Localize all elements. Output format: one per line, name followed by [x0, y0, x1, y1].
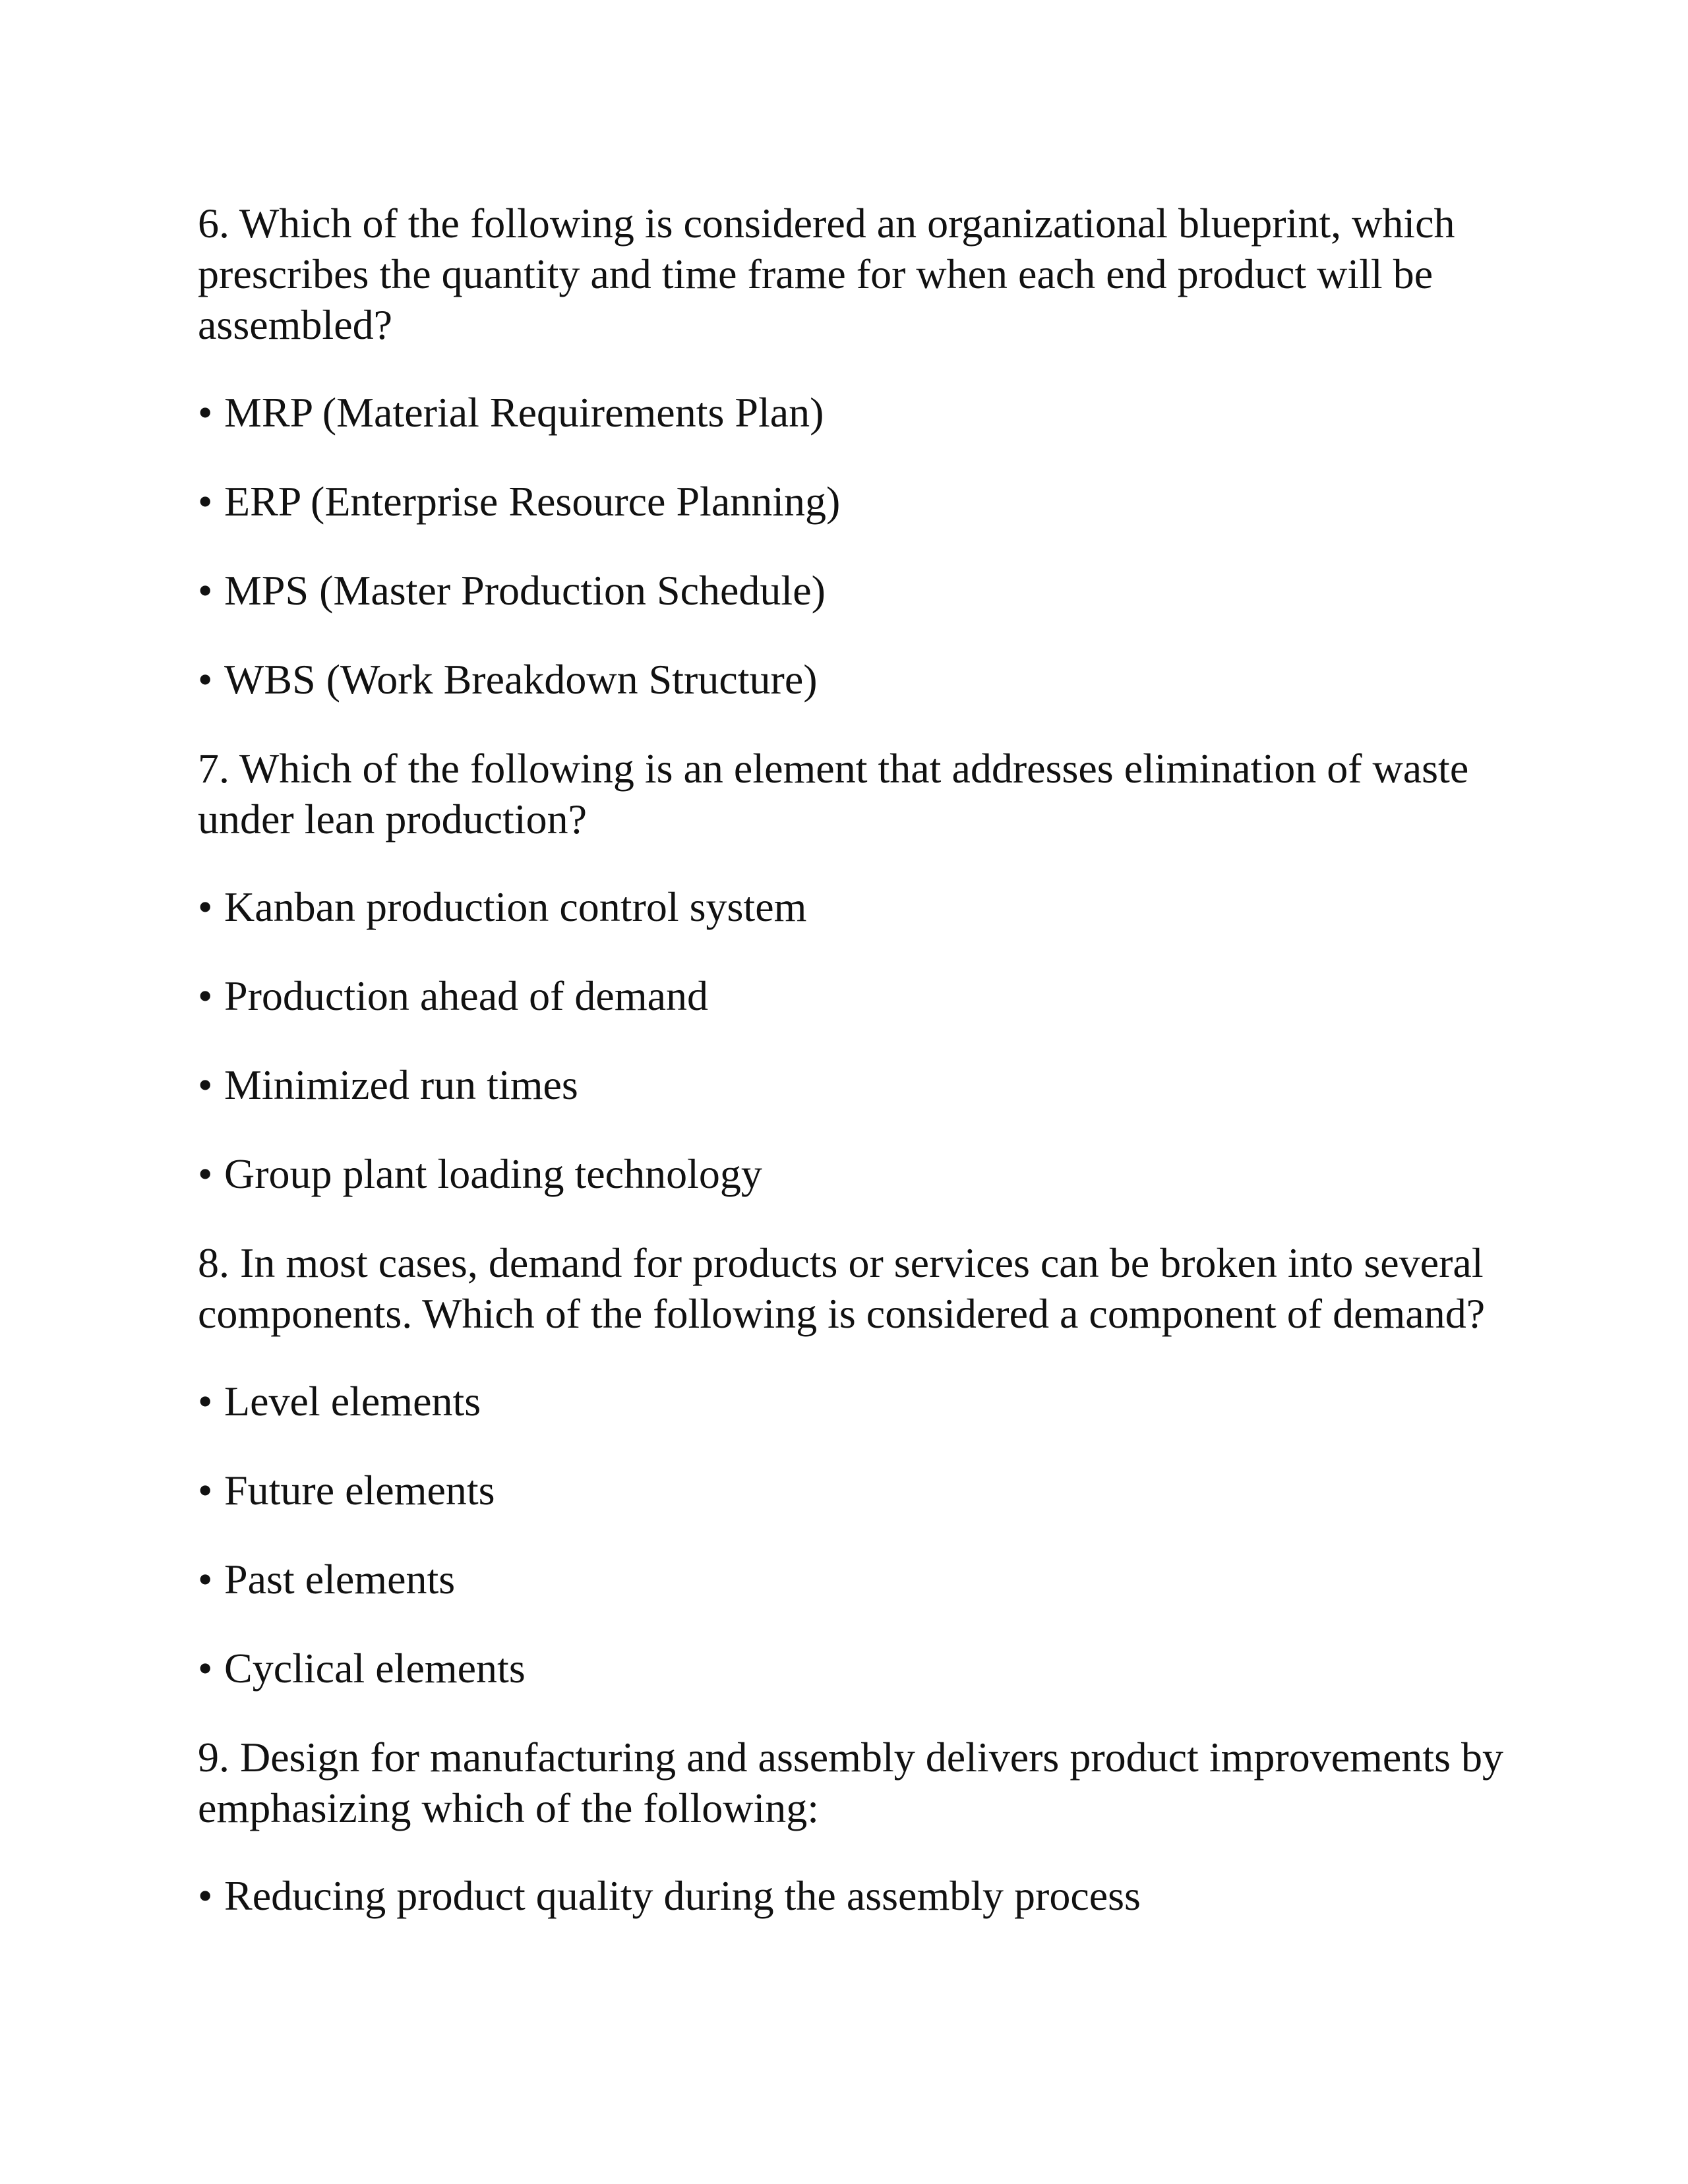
question-7-text: 7. Which of the following is an element that addresses elimination of waste under lean production?	[198, 745, 1469, 842]
question-8-option-3	[198, 1554, 1503, 1605]
question-8-option-1	[198, 1376, 1503, 1427]
bullet: •	[198, 1150, 213, 1197]
bullet: •	[198, 1556, 213, 1603]
bullet: •	[198, 656, 213, 703]
option-label: ERP (Enterprise Resource Planning)	[224, 478, 841, 525]
option-label: Future elements	[224, 1467, 495, 1514]
question-8-option-2	[198, 1465, 1503, 1516]
bullet: •	[198, 1467, 213, 1514]
option-label: Reducing product quality during the assembly process	[224, 1872, 1141, 1919]
option-label: Cyclical elements	[224, 1645, 526, 1692]
question-6-option-2	[198, 476, 1503, 527]
option-label: Production ahead of demand	[224, 972, 708, 1019]
option-label: WBS (Work Breakdown Structure)	[224, 656, 818, 703]
document-content	[198, 198, 1503, 1959]
bullet: •	[198, 1645, 213, 1692]
bullet: •	[198, 1378, 213, 1425]
option-label: Past elements	[224, 1556, 456, 1603]
question-9-option-1	[198, 1870, 1503, 1921]
question-9-text: 9. Design for manufacturing and assembly delivers product improvements by emphasizing which of the following:	[198, 1734, 1503, 1831]
bullet: •	[198, 478, 213, 525]
question-7-option-4	[198, 1148, 1503, 1199]
question-7-option-2	[198, 970, 1503, 1021]
bullet: •	[198, 389, 213, 436]
bullet: •	[198, 1061, 213, 1108]
option-label: Group plant loading technology	[224, 1150, 762, 1197]
bullet: •	[198, 883, 213, 930]
option-label: MRP (Material Requirements Plan)	[224, 389, 824, 436]
bullet: •	[198, 567, 213, 614]
question-6-text: 6. Which of the following is considered an organizational blueprint, which prescribes the quantity and time frame for when each end product will be assembled?	[198, 200, 1455, 348]
bullet: •	[198, 972, 213, 1019]
option-label: Minimized run times	[224, 1061, 578, 1108]
question-7-option-1	[198, 881, 1503, 932]
question-6-option-4	[198, 654, 1503, 705]
question-7-option-3	[198, 1059, 1503, 1110]
question-8-option-4	[198, 1643, 1503, 1694]
option-label: Kanban production control system	[224, 883, 807, 930]
option-label: MPS (Master Production Schedule)	[224, 567, 826, 614]
question-6-option-3	[198, 565, 1503, 616]
option-label: Level elements	[224, 1378, 481, 1425]
question-6-option-1	[198, 387, 1503, 438]
question-8-text: 8. In most cases, demand for products or services can be broken into several components. Which of the following is considered a component of demand?	[198, 1239, 1486, 1337]
bullet: •	[198, 1872, 213, 1919]
